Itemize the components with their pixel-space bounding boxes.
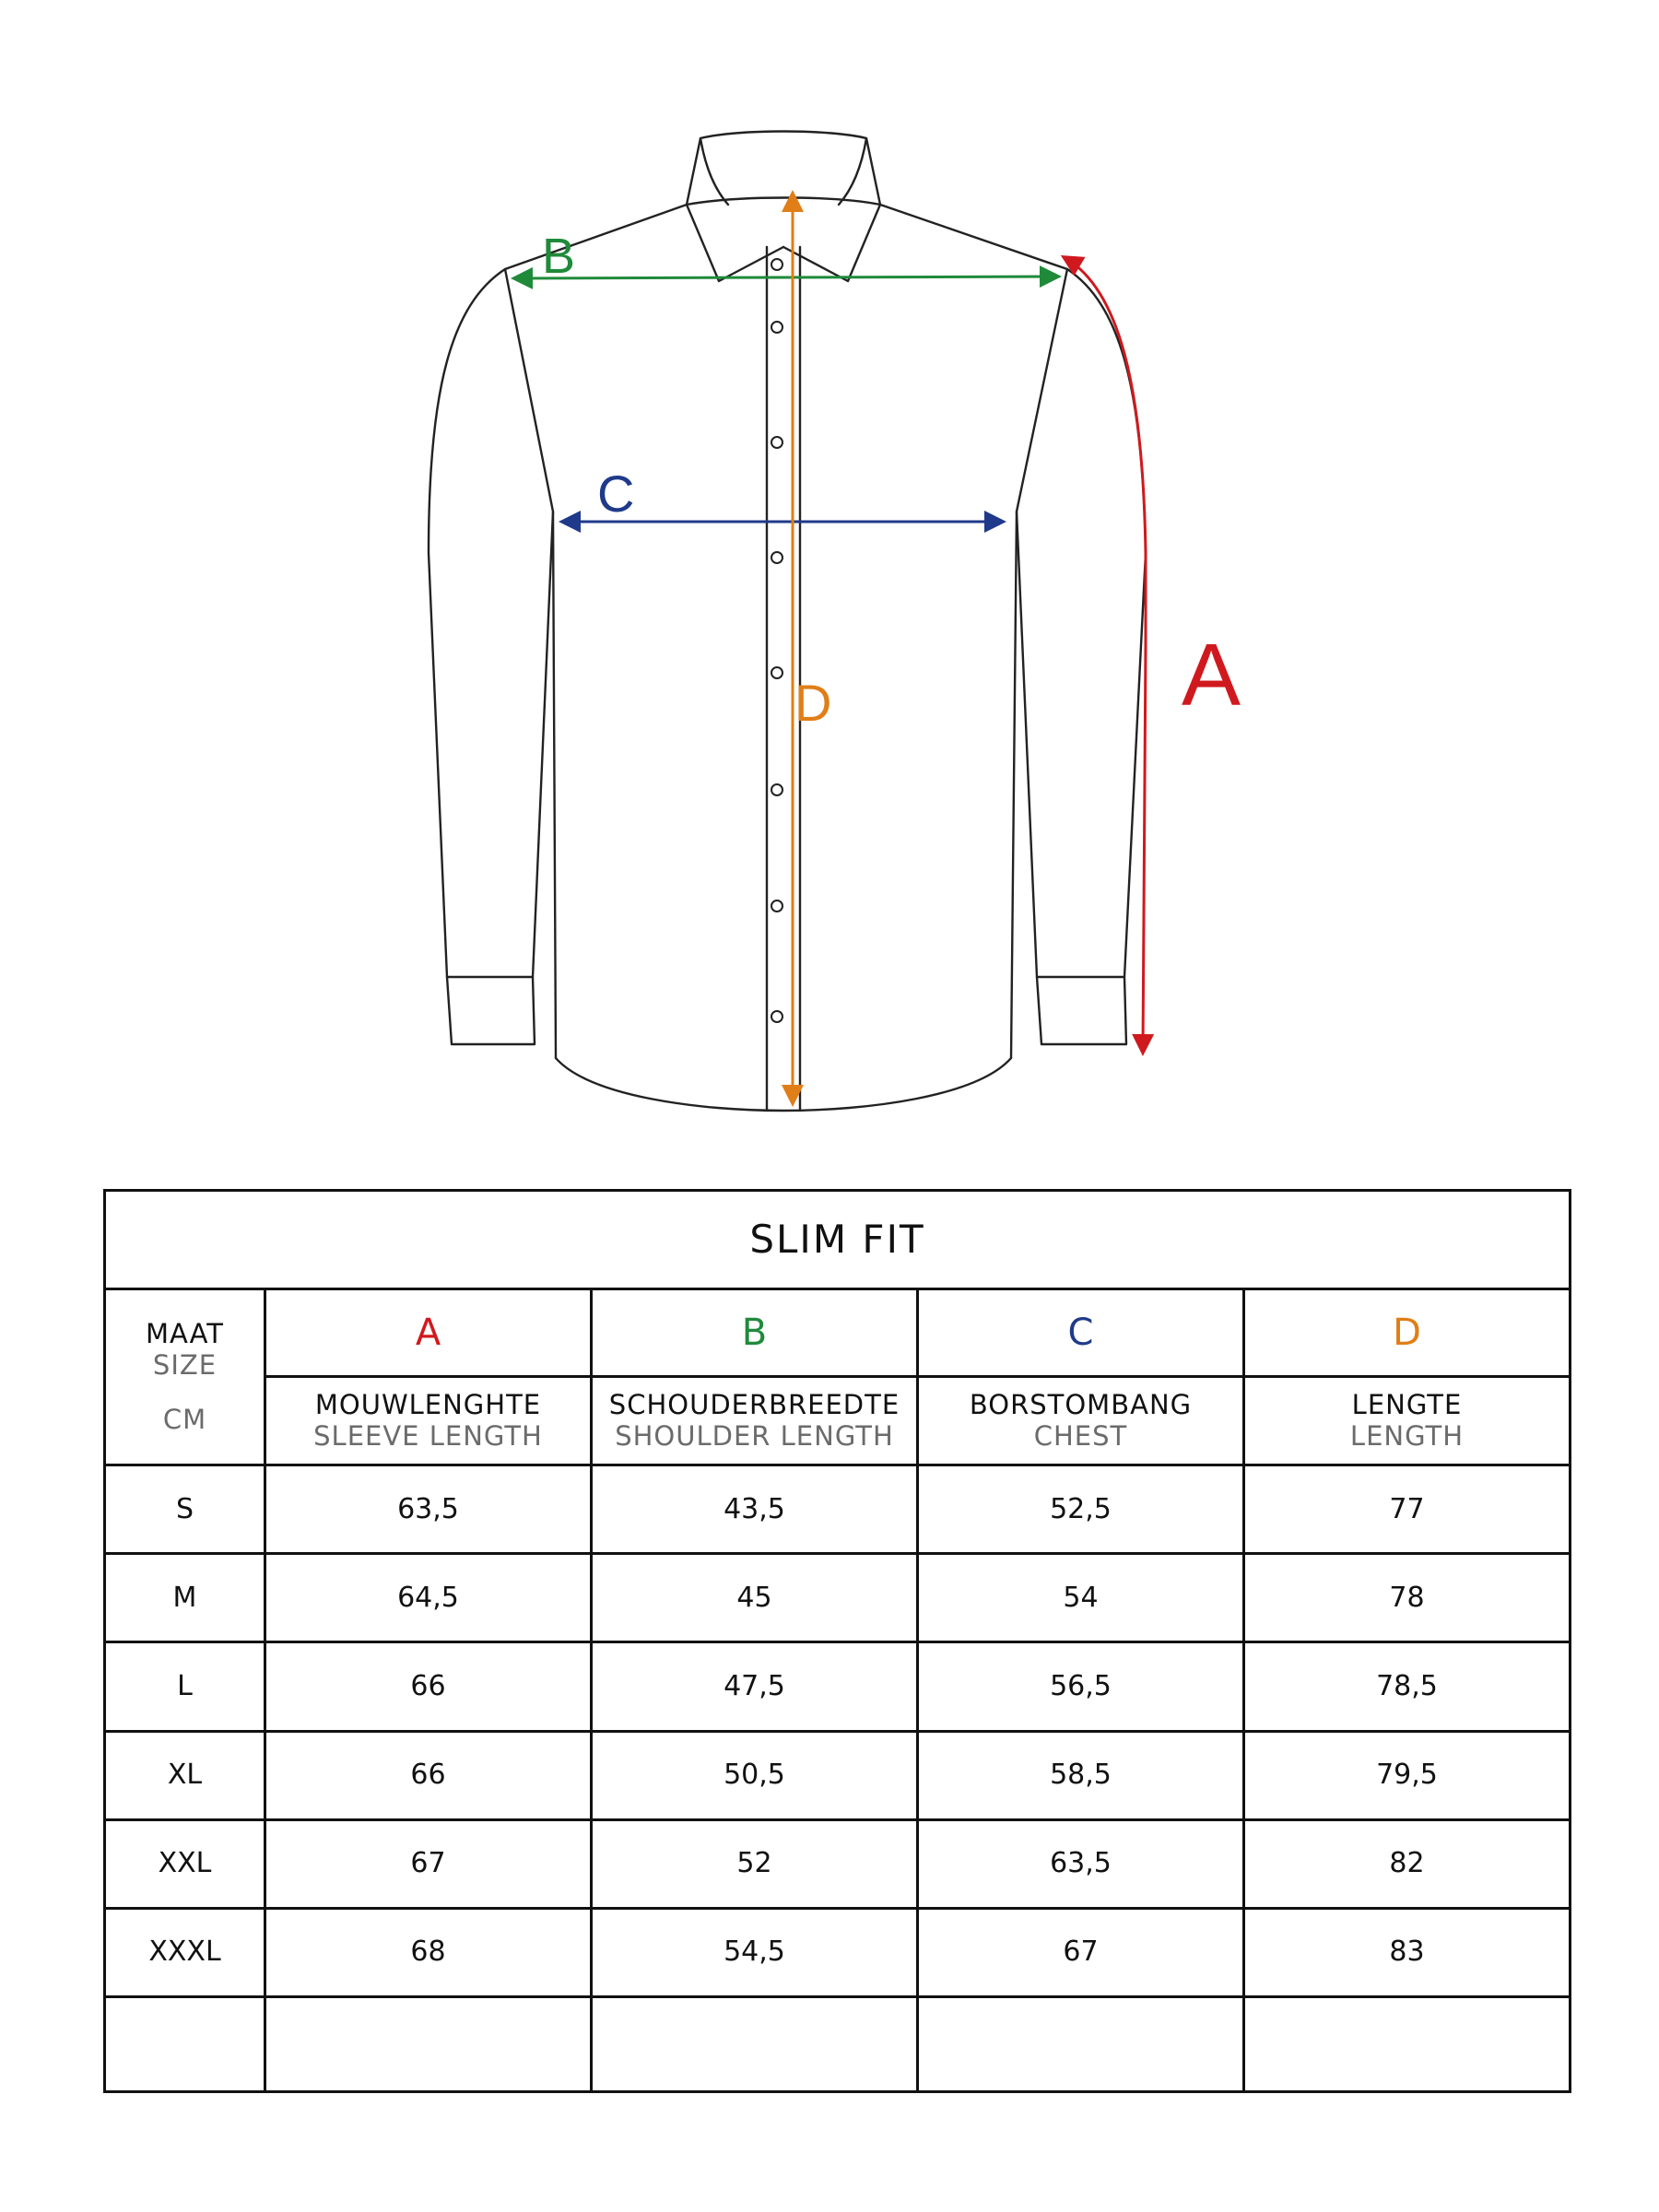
size-chart-table xyxy=(103,1189,1571,2093)
column-header-b xyxy=(592,1377,918,1465)
value-cell: 63,5 xyxy=(265,1465,592,1554)
table-row xyxy=(105,1554,1571,1642)
letter-row xyxy=(105,1289,1571,1377)
size-cell: L xyxy=(105,1642,265,1731)
value-cell: 82 xyxy=(1244,1819,1571,1908)
column-letter-b: B xyxy=(592,1289,918,1377)
table-row xyxy=(105,1819,1571,1908)
label-c: C xyxy=(597,465,635,523)
value-cell: 83 xyxy=(1244,1908,1571,1996)
label-d: D xyxy=(794,674,832,732)
value-cell: 58,5 xyxy=(918,1731,1244,1819)
size-header-en: SIZE xyxy=(152,1348,218,1381)
value-cell: 47,5 xyxy=(592,1642,918,1731)
table-title-row xyxy=(105,1191,1571,1289)
column-name-nl: LENGTE xyxy=(1351,1389,1463,1421)
value-cell: 79,5 xyxy=(1244,1731,1571,1819)
empty-cell xyxy=(1244,1996,1571,2091)
column-letter-c: C xyxy=(918,1289,1244,1377)
value-cell: 54 xyxy=(918,1554,1244,1642)
column-name-en: LENGTH xyxy=(1349,1419,1465,1452)
column-name-nl: SCHOUDERBREEDTE xyxy=(608,1389,900,1421)
column-header-d xyxy=(1244,1377,1571,1465)
column-name-en: SLEEVE LENGTH xyxy=(313,1419,543,1452)
value-cell: 52 xyxy=(592,1819,918,1908)
table-row xyxy=(105,1731,1571,1819)
measure-line-a xyxy=(1065,258,1146,1051)
empty-cell xyxy=(592,1996,918,2091)
size-cell: M xyxy=(105,1554,265,1642)
size-cell: S xyxy=(105,1465,265,1554)
size-cell: XXXL xyxy=(105,1908,265,1996)
value-cell: 67 xyxy=(918,1908,1244,1996)
empty-cell xyxy=(105,1996,265,2091)
size-header-unit: CM xyxy=(162,1403,207,1435)
column-header-c xyxy=(918,1377,1244,1465)
column-name-row xyxy=(105,1377,1571,1465)
column-name-en: CHEST xyxy=(1033,1419,1128,1452)
empty-cell xyxy=(918,1996,1244,2091)
value-cell: 50,5 xyxy=(592,1731,918,1819)
column-name-en: SHOULDER LENGTH xyxy=(615,1419,894,1452)
label-a: A xyxy=(1182,626,1241,724)
value-cell: 67 xyxy=(265,1819,592,1908)
shirt-buttons xyxy=(771,259,782,1022)
table-title: SLIM FIT xyxy=(105,1191,1571,1289)
value-cell: 63,5 xyxy=(918,1819,1244,1908)
empty-row xyxy=(105,1996,1571,2091)
table-row xyxy=(105,1642,1571,1731)
column-letter-d: D xyxy=(1244,1289,1571,1377)
column-name-nl: MOUWLENGHTE xyxy=(314,1389,542,1421)
column-name-nl: BORSTOMBANG xyxy=(969,1389,1193,1421)
column-header-a xyxy=(265,1377,592,1465)
value-cell: 78 xyxy=(1244,1554,1571,1642)
column-letter-a: A xyxy=(265,1289,592,1377)
value-cell: 64,5 xyxy=(265,1554,592,1642)
value-cell: 43,5 xyxy=(592,1465,918,1554)
size-cell: XXL xyxy=(105,1819,265,1908)
value-cell: 52,5 xyxy=(918,1465,1244,1554)
measure-line-b xyxy=(516,276,1056,278)
value-cell: 66 xyxy=(265,1731,592,1819)
table-row xyxy=(105,1908,1571,1996)
size-header-cell xyxy=(105,1289,265,1465)
label-b: B xyxy=(542,229,576,284)
size-header-nl: MAAT xyxy=(146,1318,224,1350)
value-cell: 56,5 xyxy=(918,1642,1244,1731)
value-cell: 54,5 xyxy=(592,1908,918,1996)
value-cell: 78,5 xyxy=(1244,1642,1571,1731)
empty-cell xyxy=(265,1996,592,2091)
value-cell: 66 xyxy=(265,1642,592,1731)
value-cell: 68 xyxy=(265,1908,592,1996)
value-cell: 45 xyxy=(592,1554,918,1642)
size-cell: XL xyxy=(105,1731,265,1819)
value-cell: 77 xyxy=(1244,1465,1571,1554)
table-row xyxy=(105,1465,1571,1554)
